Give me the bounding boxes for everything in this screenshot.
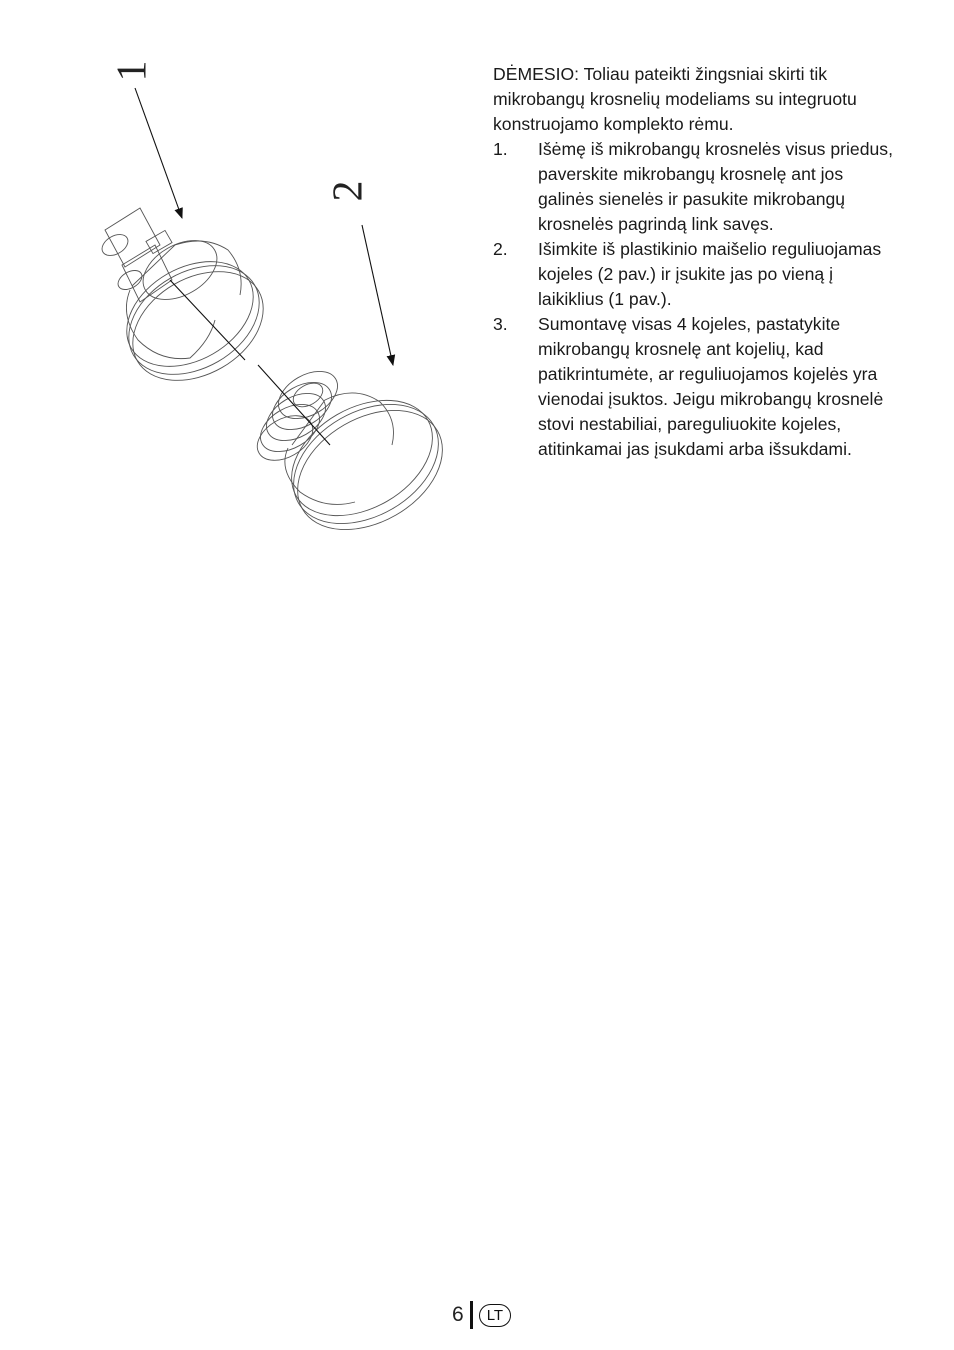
language-badge: LT	[479, 1304, 511, 1327]
instructions	[493, 62, 893, 462]
foot-assembly-figure	[80, 40, 480, 540]
callout-label-1: 1	[109, 60, 156, 82]
step-text: Išimkite iš plastikinio maišelio reguliuojamas kojeles (2 pav.) ir įsukite jas po vieną į laikiklius (1 pav.).	[538, 239, 882, 309]
step-number: 1.	[493, 139, 508, 159]
holder-base-disc	[113, 249, 282, 402]
foot-base-disc	[276, 386, 463, 540]
foot-assembly-drawing	[80, 40, 480, 540]
step-text: Išėmę iš mikrobangų krosnelės visus priedus, paverskite mikrobangų krosnelę ant jos galinės sienelės ir pasukite mikrobangų krosnelės pagrindą link savęs.	[538, 139, 893, 234]
notice-text: DĖMESIO: Toliau pateikti žingsniai skirti tik mikrobangų krosnelių modeliams su integruotu konstruojamo komplekto rėmu.	[493, 64, 857, 134]
step-number: 3.	[493, 314, 508, 334]
list-item	[493, 312, 893, 462]
step-number: 2.	[493, 239, 508, 259]
callout-2-arrow	[362, 225, 393, 365]
callout-label-2: 2	[325, 180, 372, 202]
list-item	[493, 137, 893, 237]
steps-list	[493, 137, 893, 462]
page-number: 6	[452, 1303, 464, 1326]
footer-divider	[470, 1301, 473, 1329]
page-footer	[452, 1300, 511, 1330]
list-item	[493, 237, 893, 312]
callout-1-arrow	[135, 88, 182, 218]
step-text: Sumontavę visas 4 kojeles, pastatykite mikrobangų krosnelę ant kojelių, kad patikrintumėte, ar reguliuojamos kojelės yra vienodai įsuktos. Jeigu mikrobangų krosnelė stovi nestabiliai, pareguliuokite kojeles, atitinkamai jas įsukdami arba išsukdami.	[538, 314, 884, 459]
